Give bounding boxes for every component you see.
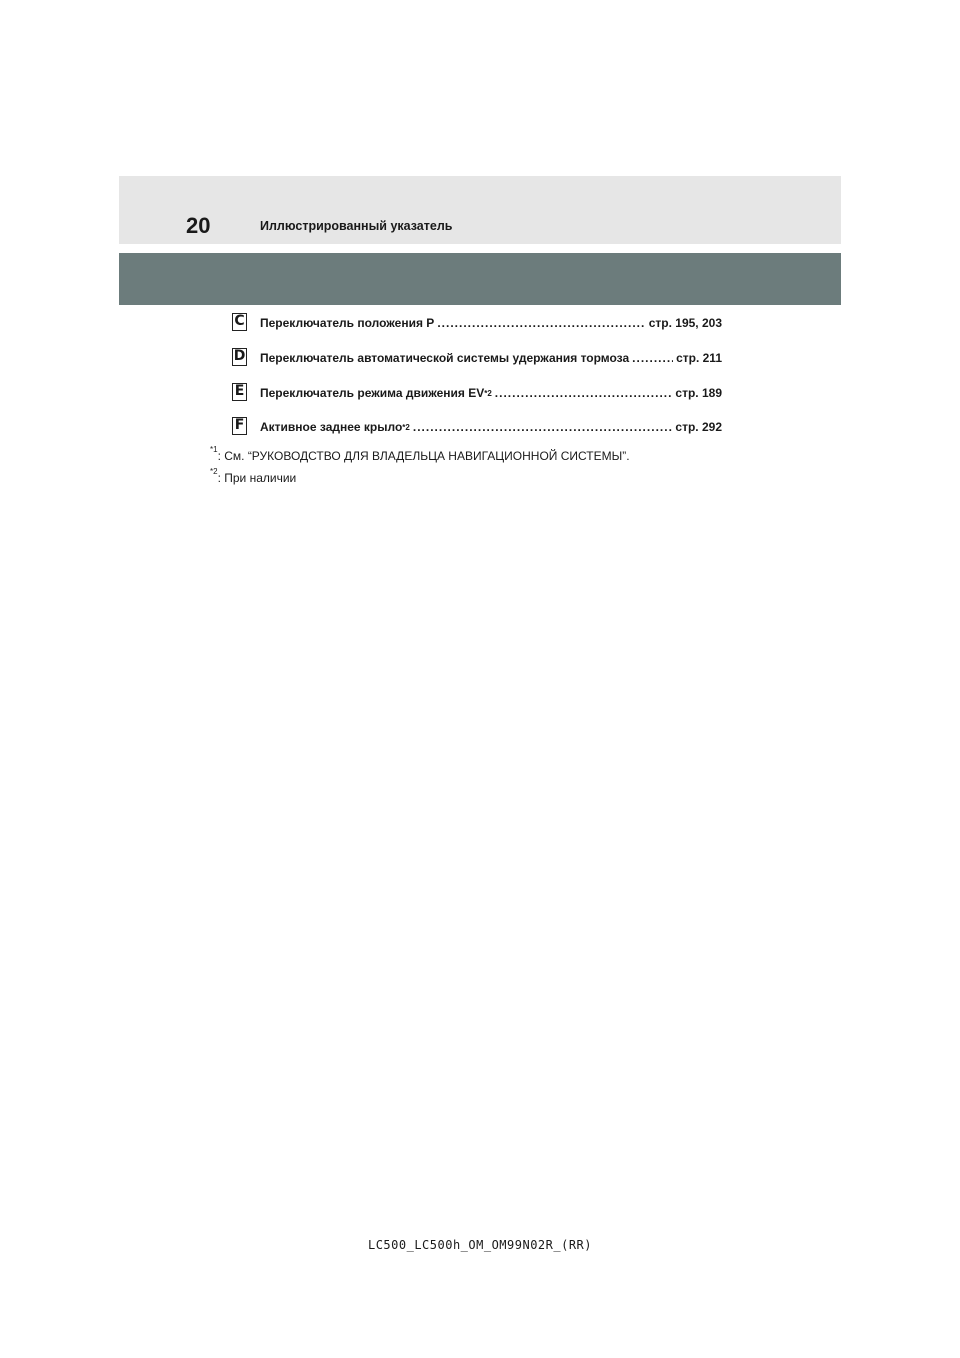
page-reference-link[interactable]: стр. 195, 203 bbox=[648, 316, 722, 330]
leader-dots bbox=[413, 420, 673, 434]
section-bar bbox=[119, 253, 841, 305]
footnote-1 bbox=[210, 445, 630, 463]
page-reference-link[interactable]: стр. 189 bbox=[675, 386, 722, 400]
page-reference-link[interactable]: стр. 292 bbox=[675, 420, 722, 434]
entry-label: Переключатель положения P bbox=[260, 316, 435, 330]
leader-dots bbox=[495, 386, 673, 400]
document-code: LC500_LC500h_OM_OM99N02R_(RR) bbox=[367, 1238, 592, 1252]
label-badge: F bbox=[232, 417, 247, 435]
footnote-2 bbox=[210, 467, 297, 485]
footnote-marker: *1 bbox=[210, 445, 218, 454]
header-band bbox=[119, 176, 841, 244]
footnote-text: : См. “РУКОВОДСТВО ДЛЯ ВЛАДЕЛЬЦА НАВИГАЦИОННОЙ СИСТЕМЫ”. bbox=[217, 449, 630, 463]
index-entry-c[interactable] bbox=[232, 313, 722, 333]
entry-label: Переключатель режима движения EV bbox=[260, 386, 485, 400]
page-title: Иллюстрированный указатель bbox=[260, 219, 453, 233]
entry-label: Активное заднее крыло bbox=[260, 420, 403, 434]
entry-label: Переключатель автоматической системы удержания тормоза bbox=[260, 351, 630, 365]
label-badge: C bbox=[232, 313, 247, 331]
index-entry-e[interactable]: E Переключатель режима движения EV $^{*2}$ ..... стр. 189 bbox=[232, 383, 722, 403]
leader-dots bbox=[437, 316, 645, 330]
footnote-text: : При наличии bbox=[217, 471, 297, 485]
page-reference-link[interactable]: стр. 211 bbox=[676, 351, 722, 365]
index-entry-f[interactable]: F Активное заднее крыло $^{*2}$ ..... стр. 292 bbox=[232, 417, 722, 437]
label-badge: D bbox=[233, 348, 246, 364]
page-number: 20 bbox=[186, 213, 211, 238]
leader-dots bbox=[632, 351, 673, 365]
footnote-marker: *2 bbox=[210, 467, 218, 476]
index-entry-d[interactable] bbox=[232, 348, 722, 368]
label-badge: E bbox=[232, 383, 247, 401]
